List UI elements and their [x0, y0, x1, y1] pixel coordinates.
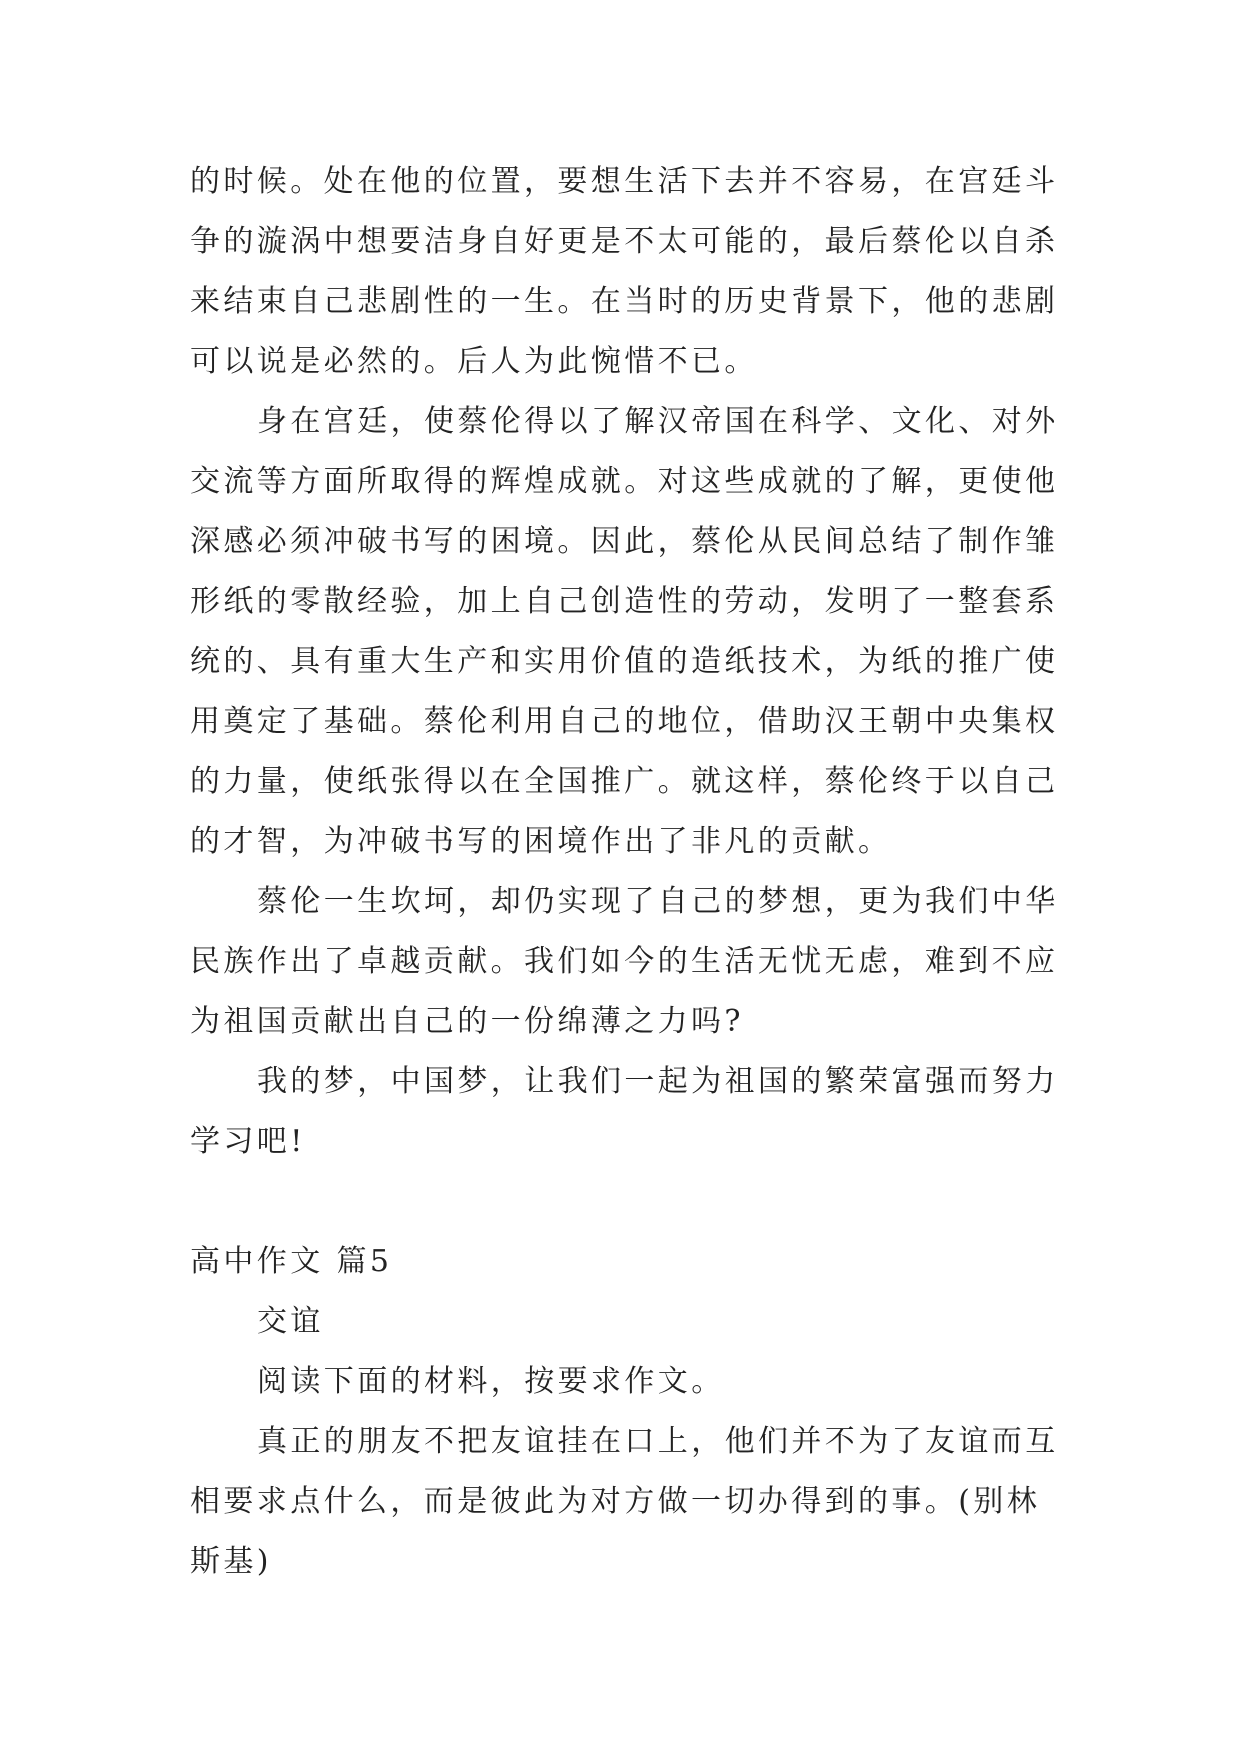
- instruction-text: 阅读下面的材料，按要求作文。: [257, 1364, 725, 1399]
- text-line: 身在宫廷，使蔡伦得以了解汉帝国在科学、文化、对外: [257, 404, 1059, 439]
- text-line: 可以说是必然的。后人为此惋惜不已。: [190, 344, 758, 379]
- text-line: 的时候。处在他的位置，要想生活下去并不容易，在宫廷斗: [190, 164, 1059, 199]
- text-line: 统的、具有重大生产和实用价值的造纸技术，为纸的推广使: [190, 644, 1059, 679]
- section-spacer: [190, 1172, 1050, 1232]
- paragraph-quote: [190, 1412, 1059, 1592]
- text-line: 形纸的零散经验，加上自己创造性的劳动，发明了一整套系: [190, 584, 1059, 619]
- text-line: 的力量，使纸张得以在全国推广。就这样，蔡伦终于以自己: [190, 764, 1059, 799]
- text-line: 学习吧!: [190, 1124, 306, 1159]
- text-line: 我的梦，中国梦，让我们一起为祖国的繁荣富强而努力: [257, 1064, 1059, 1099]
- text-line: 为祖国贡献出自己的一份绵薄之力吗?: [190, 1004, 744, 1039]
- essay-instruction: [190, 1352, 1050, 1412]
- document-page: [190, 152, 1059, 1592]
- text-line: 争的漩涡中想要洁身自好更是不太可能的，最后蔡伦以自杀: [190, 224, 1059, 259]
- text-line: 的才智，为冲破书写的困境作出了非凡的贡献。: [190, 824, 892, 859]
- text-line: 用奠定了基础。蔡伦利用自己的地位，借助汉王朝中央集权: [190, 704, 1059, 739]
- essay-title-text: 交谊: [257, 1304, 324, 1339]
- paragraph-papermaking: [190, 392, 1059, 872]
- text-line: 交流等方面所取得的辉煌成就。对这些成就的了解，更使他: [190, 464, 1059, 499]
- text-line: 相要求点什么，而是彼此为对方做一切办得到的事。(别林: [190, 1484, 1041, 1519]
- text-line: 真正的朋友不把友谊挂在口上，他们并不为了友谊而互: [257, 1424, 1059, 1459]
- essay-title: [190, 1292, 1050, 1352]
- text-line: 蔡伦一生坎坷，却仍实现了自己的梦想，更为我们中华: [257, 884, 1059, 919]
- text-line: 斯基): [190, 1544, 272, 1579]
- paragraph-cai-lun-death: [190, 152, 1059, 392]
- text-line: 民族作出了卓越贡献。我们如今的生活无忧无虑，难到不应: [190, 944, 1059, 979]
- paragraph-chinese-dream: [190, 1052, 1059, 1172]
- paragraph-contribution: [190, 872, 1059, 1052]
- section-heading: 高中作文 篇5: [190, 1244, 393, 1279]
- text-line: 深感必须冲破书写的困境。因此，蔡伦从民间总结了制作雏: [190, 524, 1059, 559]
- text-line: 来结束自己悲剧性的一生。在当时的历史背景下，他的悲剧: [190, 284, 1059, 319]
